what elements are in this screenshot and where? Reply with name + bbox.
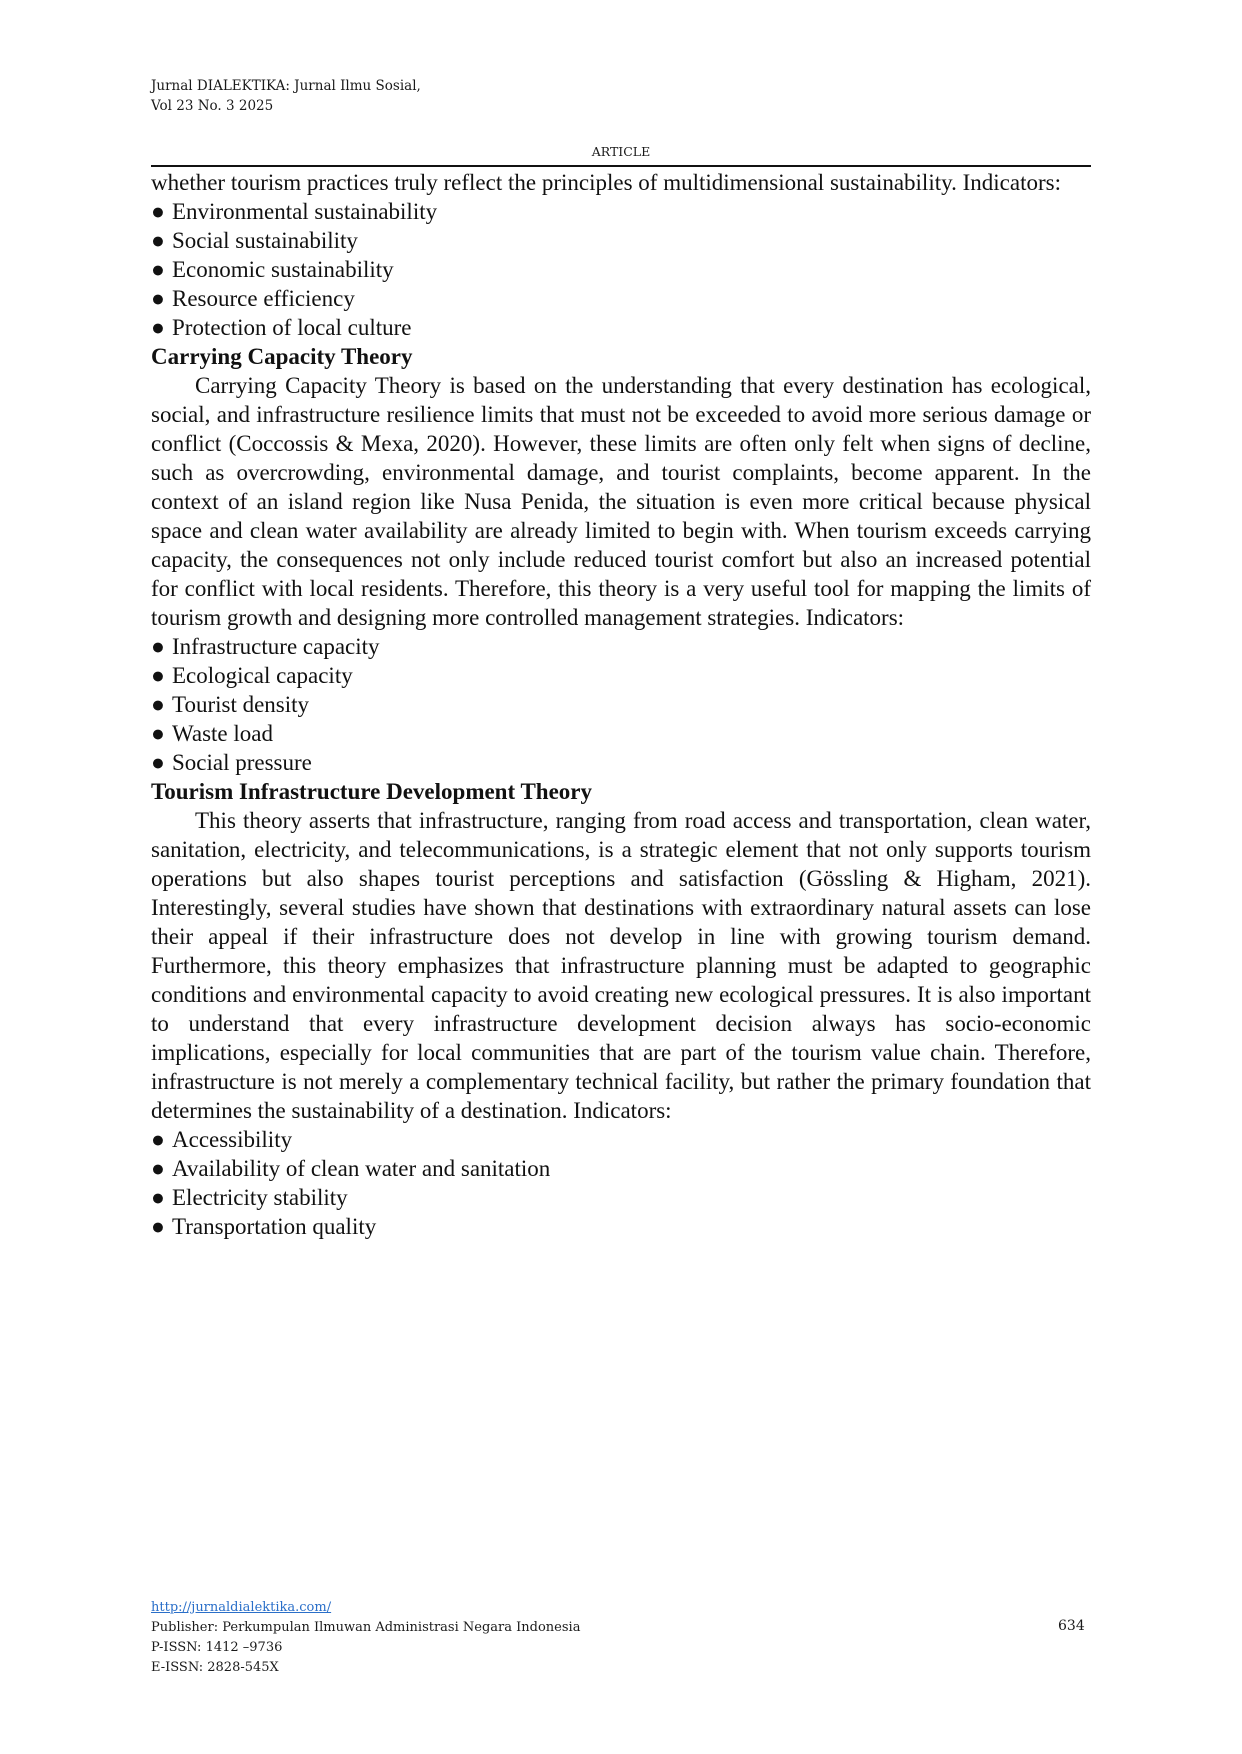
sustainability-indicators-list	[151, 197, 1091, 342]
list-item	[151, 690, 1091, 719]
list-item	[151, 1154, 1091, 1183]
list-item	[151, 661, 1091, 690]
article-label: ARTICLE	[591, 144, 651, 159]
header-rule	[151, 165, 1091, 167]
list-item-text: Economic sustainability	[172, 257, 394, 282]
volume-info: Vol 23 No. 3 2025	[151, 98, 274, 114]
section-heading-carrying-capacity: Carrying Capacity Theory	[151, 344, 413, 369]
list-item-text: Infrastructure capacity	[172, 634, 380, 659]
list-item-text: Waste load	[172, 721, 273, 746]
list-item-text: Tourist density	[172, 692, 310, 717]
intro-continuation: whether tourism practices truly reflect the principles of multidimensional sustainability. Indicators:	[151, 170, 1061, 195]
list-item-text: Social sustainability	[172, 228, 358, 253]
journal-website-link[interactable]: http://jurnaldialektika.com/	[151, 1600, 332, 1615]
page-number: 634	[1058, 1618, 1085, 1634]
bullet-icon: ●	[151, 1127, 165, 1152]
bullet-icon: ●	[151, 199, 165, 224]
section-label-wrap	[0, 144, 1242, 159]
list-item	[151, 284, 1091, 313]
list-item-text: Transportation quality	[172, 1214, 377, 1239]
bullet-icon: ●	[151, 1185, 165, 1210]
list-item	[151, 313, 1091, 342]
bullet-icon: ●	[151, 692, 165, 717]
bullet-icon: ●	[151, 1156, 165, 1181]
list-item	[151, 632, 1091, 661]
bullet-icon: ●	[151, 721, 165, 746]
list-item	[151, 197, 1091, 226]
running-header	[151, 76, 421, 116]
p-issn: P-ISSN: 1412 –9736	[151, 1640, 283, 1655]
publisher-info: Publisher: Perkumpulan Ilmuwan Administrasi Negara Indonesia	[151, 1620, 581, 1635]
list-item	[151, 1183, 1091, 1212]
bullet-icon: ●	[151, 257, 165, 282]
bullet-icon: ●	[151, 634, 165, 659]
list-item	[151, 1212, 1091, 1241]
list-item-text: Resource efficiency	[172, 286, 355, 311]
list-item	[151, 226, 1091, 255]
bullet-icon: ●	[151, 750, 165, 775]
list-item-text: Social pressure	[172, 750, 312, 775]
infrastructure-indicators-list	[151, 1125, 1091, 1241]
list-item	[151, 719, 1091, 748]
bullet-icon: ●	[151, 1214, 165, 1239]
bullet-icon: ●	[151, 663, 165, 688]
carrying-capacity-paragraph: Carrying Capacity Theory is based on the understanding that every destination has ecological, social, and infrastructure resilience limits that must not be exceeded to avoid more serious damage or conflict (Coccossis & Mexa, 2020). However, these limits are often only felt when signs of decline, such as overcrowding, environmental damage, and tourist complaints, become apparent. In the context of an island region like Nusa Penida, the situation is even more critical because physical space and clean water availability are already limited to begin with. When tourism exceeds carrying capacity, the consequences not only include reduced tourist comfort but also an increased potential for conflict with local residents. Therefore, this theory is a very useful tool for mapping the limits of tourism growth and designing more controlled management strategies. Indicators:	[151, 373, 1091, 630]
list-item	[151, 748, 1091, 777]
list-item-text: Accessibility	[172, 1127, 293, 1152]
list-item	[151, 1125, 1091, 1154]
list-item-text: Environmental sustainability	[172, 199, 438, 224]
list-item	[151, 255, 1091, 284]
list-item-text: Electricity stability	[172, 1185, 348, 1210]
list-item-text: Ecological capacity	[172, 663, 353, 688]
list-item-text: Availability of clean water and sanitation	[172, 1156, 551, 1181]
carrying-capacity-indicators-list	[151, 632, 1091, 777]
list-item-text: Protection of local culture	[172, 315, 412, 340]
infrastructure-paragraph: This theory asserts that infrastructure, ranging from road access and transportation, clean water, sanitation, electricity, and telecommunications, is a strategic element that not only supports tourism operations but also shapes tourist perceptions and satisfaction (Gössling & Higham, 2021). Interestingly, several studies have shown that destinations with extraordinary natural assets can lose their appeal if their infrastructure does not develop in line with growing tourism demand. Furthermore, this theory emphasizes that infrastructure planning must be adapted to geographic conditions and environmental capacity to avoid creating new ecological pressures. It is also important to understand that every infrastructure development decision always has socio-economic implications, especially for local communities that are part of the tourism value chain. Therefore, infrastructure is not merely a complementary technical facility, but rather the primary foundation that determines the sustainability of a destination. Indicators:	[151, 808, 1091, 1123]
page-footer	[151, 1598, 580, 1678]
bullet-icon: ●	[151, 228, 165, 253]
e-issn: E-ISSN: 2828-545X	[151, 1660, 279, 1675]
journal-title: Jurnal DIALEKTIKA: Jurnal Ilmu Sosial,	[151, 78, 421, 94]
bullet-icon: ●	[151, 286, 165, 311]
section-heading-infrastructure: Tourism Infrastructure Development Theory	[151, 779, 593, 804]
page-body	[151, 168, 1091, 1241]
bullet-icon: ●	[151, 315, 165, 340]
